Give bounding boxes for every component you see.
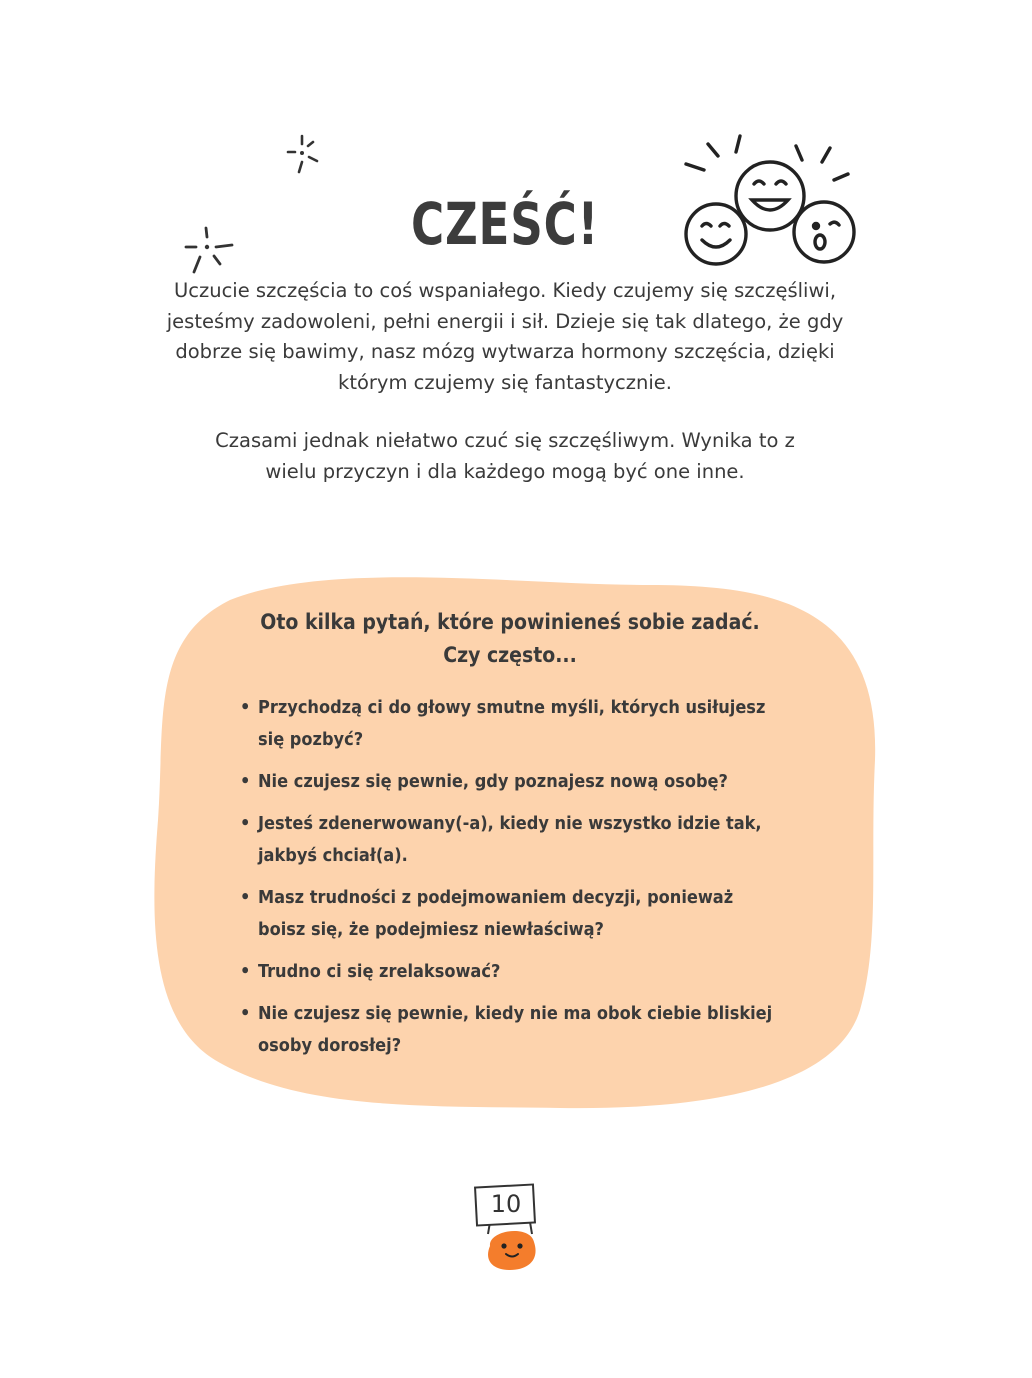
smiley-faces-icon — [680, 130, 870, 270]
page-number: 10 — [490, 1190, 522, 1218]
questions-heading-line-2: Czy często... — [443, 643, 577, 667]
list-item: • Jesteś zdenerwowany(-a), kiedy nie wszystko idzie tak, jakbyś chciał(a). — [240, 808, 778, 872]
list-item: • Trudno ci się zrelaksować? — [240, 956, 778, 988]
page-number-mascot — [470, 1180, 550, 1280]
sparkle-icon — [280, 130, 324, 178]
list-item: • Nie czujesz się pewnie, kiedy nie ma obok ciebie bliskiej osoby dorosłej? — [240, 998, 778, 1062]
intro-paragraph-2: Czasami jednak niełatwo czuć się szczęśliwym. Wynika to z wielu przyczyn i dla każdego mogą być one inne. — [215, 429, 795, 483]
list-item: • Nie czujesz się pewnie, gdy poznajesz nową osobę? — [240, 766, 778, 798]
list-item: • Przychodzą ci do głowy smutne myśli, których usiłujesz się pozbyć? — [240, 692, 778, 756]
list-item: • Masz trudności z podejmowaniem decyzji, ponieważ boisz się, że podejmiesz niewłaściwą? — [240, 882, 778, 946]
page-title: CZEŚĆ! — [410, 190, 600, 258]
questions-list — [200, 692, 820, 1062]
questions-box — [200, 606, 820, 1072]
intro-text — [150, 276, 860, 515]
questions-heading-line-1: Oto kilka pytań, które powinieneś sobie zadać. — [260, 610, 760, 634]
questions-heading — [200, 606, 820, 672]
intro-paragraph-1: Uczucie szczęścia to coś wspaniałego. Kiedy czujemy się szczęśliwi, jesteśmy zadowoleni, pełni energii i sił. Dzieje się tak dlatego, że gdy dobrze się bawimy, nasz mózg wytwarza hormony szczęścia, dzięki którym czujemy się fantastycznie. — [166, 279, 844, 394]
